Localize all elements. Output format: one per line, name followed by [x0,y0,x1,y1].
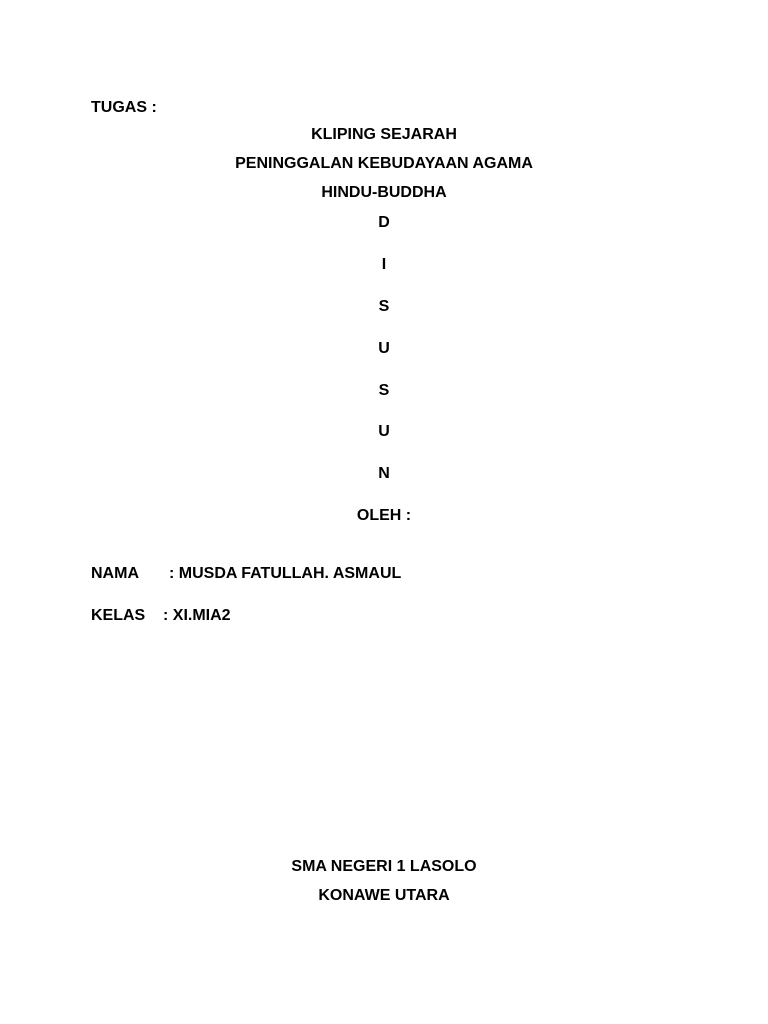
title-line-1: KLIPING SEJARAH [311,126,457,143]
by-label: OLEH : [356,507,412,524]
vertical-letter: I [381,256,387,273]
vertical-letter: D [378,214,390,231]
vertical-letter: U [378,423,390,440]
title-line-3: HINDU-BUDDHA [321,184,447,201]
vertical-letter: N [378,465,390,482]
school-line-1: SMA NEGERI 1 LASOLO [291,858,477,875]
vertical-letter: S [378,382,390,399]
class-field-label: KELAS [91,607,146,624]
name-field-label: NAMA [91,565,139,582]
class-field-value: : XI.MIA2 [163,607,231,624]
vertical-letter: U [378,340,390,357]
school-line-2: KONAWE UTARA [318,887,450,904]
vertical-letter: S [378,298,390,315]
task-label: TUGAS : [91,99,157,116]
class-field [91,606,231,626]
name-field-value: : MUSDA FATULLAH. ASMAUL [169,565,402,582]
name-field [91,564,401,584]
title-line-2: PENINGGALAN KEBUDAYAAN AGAMA [235,155,533,172]
